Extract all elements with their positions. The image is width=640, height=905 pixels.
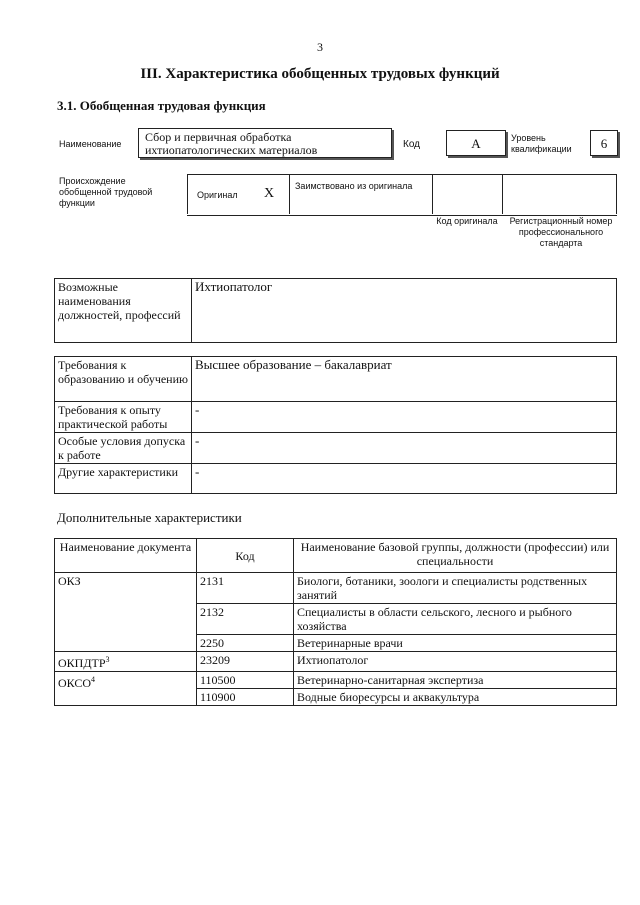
requirement-label: Требования к опыту практической работы [55,402,192,433]
header-code: Код [197,539,294,573]
positions-label: Возможные наименования должностей, профессий [55,279,192,343]
function-name-value: Сбор и первичная обработка ихтиопатологических материалов [138,128,392,158]
name-cell: Водные биоресурсы и аквакультура [294,689,617,706]
requirement-row [55,402,617,433]
code-cell: 110500 [197,672,294,689]
name-cell: Биологи, ботаники, зоологи и специалисты родственных занятий [294,573,617,604]
requirement-label: Другие характеристики [55,464,192,494]
table-row [55,672,617,689]
original-mark: Х [264,186,275,201]
additional-header-row [55,539,617,573]
borrowed-label: Заимствовано из оригинала [295,181,413,191]
reg-number-cell [502,175,617,214]
origin-table [187,174,617,216]
requirements-table [54,356,617,494]
code-label: Код [403,139,421,150]
level-label: Уровень квалификации [511,133,572,154]
name-cell: Специалисты в области сельского, лесного и рыбного хозяйства [294,604,617,635]
requirement-row [55,433,617,464]
table-row [55,573,617,604]
requirement-value: - [192,402,617,433]
original-cell [187,175,290,214]
code-cell: 2132 [197,604,294,635]
table-row [55,652,617,672]
requirement-row [55,357,617,402]
code-cell: 2131 [197,573,294,604]
page-number: 3 [317,40,323,54]
doc-cell: ОКПДТР$^3$ [55,652,197,672]
name-cell: Ветеринарные врачи [294,635,617,652]
additional-title: Дополнительные характеристики [57,510,242,525]
requirement-value: - [192,464,617,494]
origin-label: Происхождение обобщенной трудовой функции [59,176,153,208]
code-cell: 110900 [197,689,294,706]
positions-value: Ихтиопатолог [192,279,617,343]
subsection-title: 3.1. Обобщенная трудовая функция [57,98,266,113]
name-label: Наименование [59,139,122,149]
function-code-value: А [446,130,506,156]
code-original-cell [432,175,503,214]
name-cell: Ихтиопатолог [294,652,617,672]
code-original-caption: Код оригинала [436,216,498,226]
reg-number-caption: Регистрационный номер профессионального стандарта [509,216,613,248]
requirement-value: - [192,433,617,464]
name-cell: Ветеринарно-санитарная экспертиза [294,672,617,689]
requirement-label: Особые условия допуска к работе [55,433,192,464]
qualification-level-value: 6 [590,130,618,156]
doc-cell: ОКСО$^4$ [55,672,197,706]
additional-table [54,538,617,706]
requirement-row [55,464,617,494]
requirement-label: Требования к образованию и обучению [55,357,192,402]
requirement-value: Высшее образование – бакалавриат [192,357,617,402]
positions-table [54,278,617,343]
borrowed-cell [288,175,433,214]
code-cell: 2250 [197,635,294,652]
original-label: Оригинал [197,190,238,200]
doc-cell: ОКЗ [55,573,197,652]
section-title: III. Характеристика обобщенных трудовых функций [140,66,500,82]
header-name: Наименование базовой группы, должности (профессии) или специальности [294,539,617,573]
header-document: Наименование документа [55,539,197,573]
code-cell: 23209 [197,652,294,672]
